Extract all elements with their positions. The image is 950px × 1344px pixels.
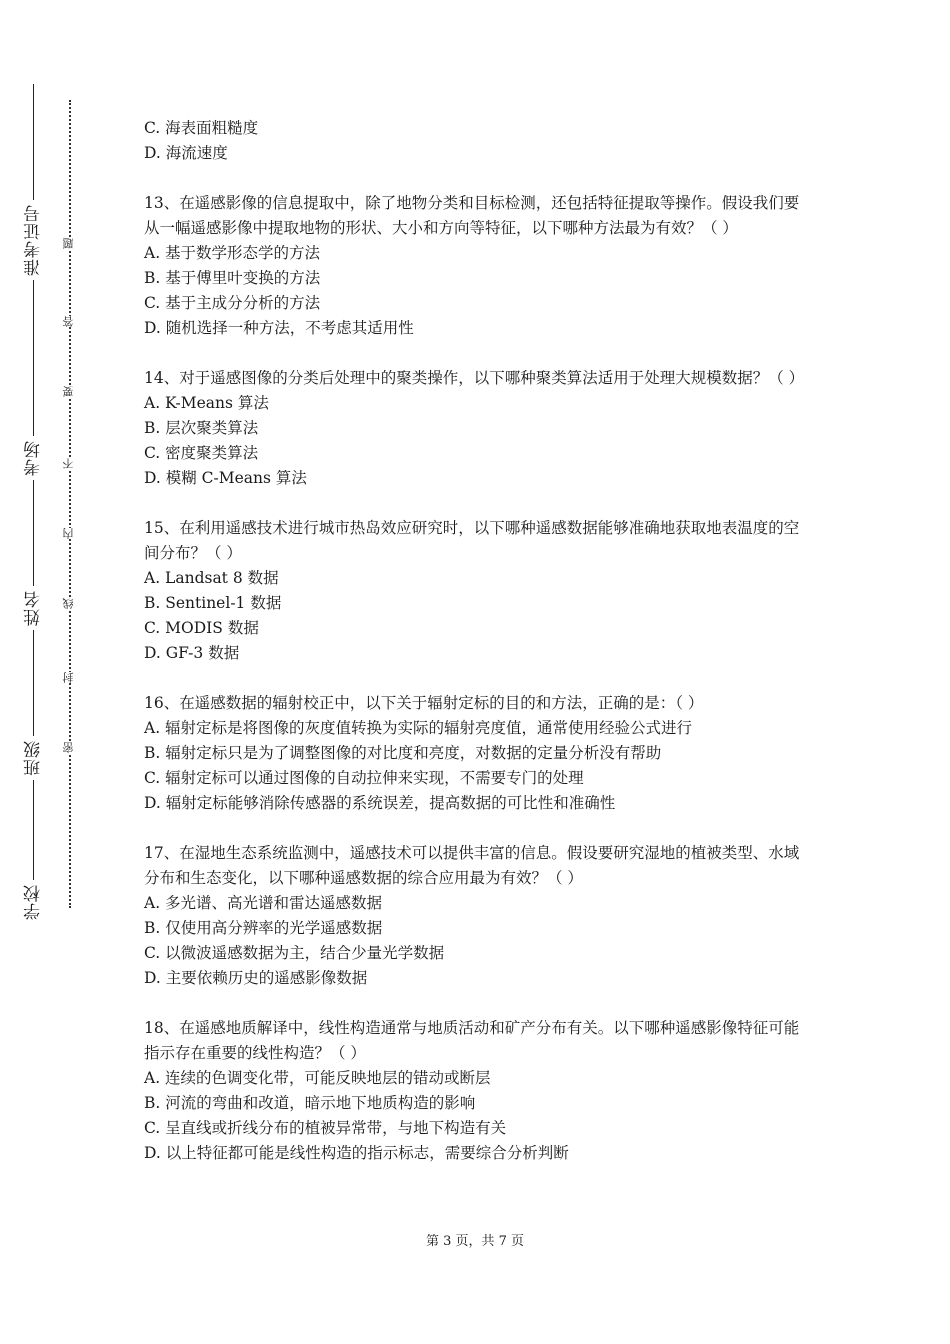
option-c: C. 辐射定标可以通过图像的自动拉伸来实现，不需要专门的处理 xyxy=(144,769,584,787)
seal-char: 答 xyxy=(62,316,78,327)
option-d: D. 主要依赖历史的遥感影像数据 xyxy=(144,969,368,987)
question-stem: 15、在利用遥感技术进行城市热岛效应研究时，以下哪种遥感数据能够准确地获取地表温度的空间分布？（ ） xyxy=(144,519,800,562)
question-13 xyxy=(144,191,812,341)
seal-char: 线 xyxy=(62,598,78,609)
option-c: C. 以微波遥感数据为主，结合少量光学数据 xyxy=(144,944,445,962)
question-stem: 13、在遥感影像的信息提取中，除了地物分类和目标检测，还包括特征提取等操作。假设我们要从一幅遥感影像中提取地物的形状、大小和方向等特征，以下哪种方法最为有效？（ ） xyxy=(144,194,800,237)
page-number: 第 3 页，共 7 页 xyxy=(425,1234,525,1249)
margin-field-exam-room xyxy=(22,280,44,480)
margin-field-school xyxy=(22,780,44,924)
question-15 xyxy=(144,516,812,666)
option-c: C. 密度聚类算法 xyxy=(144,444,259,462)
seal-char: 题 xyxy=(62,238,78,249)
question-stem: 18、在遥感地质解译中，线性构造通常与地质活动和矿产分布有关。以下哪种遥感影像特征可能指示存在重要的线性构造？（ ） xyxy=(144,1019,800,1062)
question-list xyxy=(144,116,812,1191)
margin-label-name: 姓名 xyxy=(23,590,44,626)
margin-field-name xyxy=(22,480,44,630)
option-b: B. 仅使用高分辨率的光学遥感数据 xyxy=(144,919,383,937)
seal-line xyxy=(64,100,76,908)
option-b: B. Sentinel-1 数据 xyxy=(144,594,282,612)
option-c: C. 基于主成分分析的方法 xyxy=(144,294,321,312)
seal-char: 内 xyxy=(62,528,78,539)
margin-label-school: 学校 xyxy=(23,884,44,920)
option-d: D. 海流速度 xyxy=(144,144,228,162)
margin-label-admission-number: 准考证号 xyxy=(23,204,44,276)
option-b: B. 河流的弯曲和改道，暗示地下地质构造的影响 xyxy=(144,1094,476,1112)
option-d: D. GF-3 数据 xyxy=(144,644,240,662)
question-12-continued xyxy=(144,116,812,166)
option-a: A. K-Means 算法 xyxy=(144,394,269,412)
option-d: D. 以上特征都可能是线性构造的指示标志，需要综合分析判断 xyxy=(144,1144,569,1162)
question-stem: 14、对于遥感图像的分类后处理中的聚类操作，以下哪种聚类算法适用于处理大规模数据？（ ） xyxy=(144,369,805,387)
question-stem: 16、在遥感数据的辐射校正中，以下关于辐射定标的目的和方法，正确的是：（ ） xyxy=(144,694,704,712)
option-b: B. 层次聚类算法 xyxy=(144,419,259,437)
question-14 xyxy=(144,366,812,491)
seal-char: 要 xyxy=(62,386,78,397)
question-17 xyxy=(144,841,812,991)
option-a: A. 连续的色调变化带，可能反映地层的错动或断层 xyxy=(144,1069,491,1087)
option-c: C. 海表面粗糙度 xyxy=(144,119,259,137)
seal-char: 密 xyxy=(62,742,78,753)
margin-label-exam-room: 考场 xyxy=(23,440,44,476)
seal-dotted-line xyxy=(69,100,71,908)
margin-field-admission-number xyxy=(22,84,44,280)
option-a: A. 辐射定标是将图像的灰度值转换为实际的辐射亮度值，通常使用经验公式进行 xyxy=(144,719,693,737)
option-c: C. 呈直线或折线分布的植被异常带，与地下构造有关 xyxy=(144,1119,507,1137)
question-16 xyxy=(144,691,812,816)
margin-field-class xyxy=(22,630,44,780)
option-b: B. 基于傅里叶变换的方法 xyxy=(144,269,321,287)
option-a: A. Landsat 8 数据 xyxy=(144,569,279,587)
option-d: D. 随机选择一种方法，不考虑其适用性 xyxy=(144,319,414,337)
question-stem: 17、在湿地生态系统监测中，遥感技术可以提供丰富的信息。假设要研究湿地的植被类型、水域分布和生态变化，以下哪种遥感数据的综合应用最为有效？（ ） xyxy=(144,844,800,887)
margin-label-class: 班级 xyxy=(23,740,44,776)
binding-margin xyxy=(22,84,44,924)
seal-char: 不 xyxy=(62,458,78,469)
option-a: A. 多光谱、高光谱和雷达遥感数据 xyxy=(144,894,383,912)
option-d: D. 辐射定标能够消除传感器的系统误差，提高数据的可比性和准确性 xyxy=(144,794,616,812)
option-c: C. MODIS 数据 xyxy=(144,619,259,637)
seal-char: 封 xyxy=(62,672,78,683)
question-18 xyxy=(144,1016,812,1166)
option-a: A. 基于数学形态学的方法 xyxy=(144,244,321,262)
option-d: D. 模糊 C-Means 算法 xyxy=(144,469,307,487)
option-b: B. 辐射定标只是为了调整图像的对比度和亮度，对数据的定量分析没有帮助 xyxy=(144,744,662,762)
